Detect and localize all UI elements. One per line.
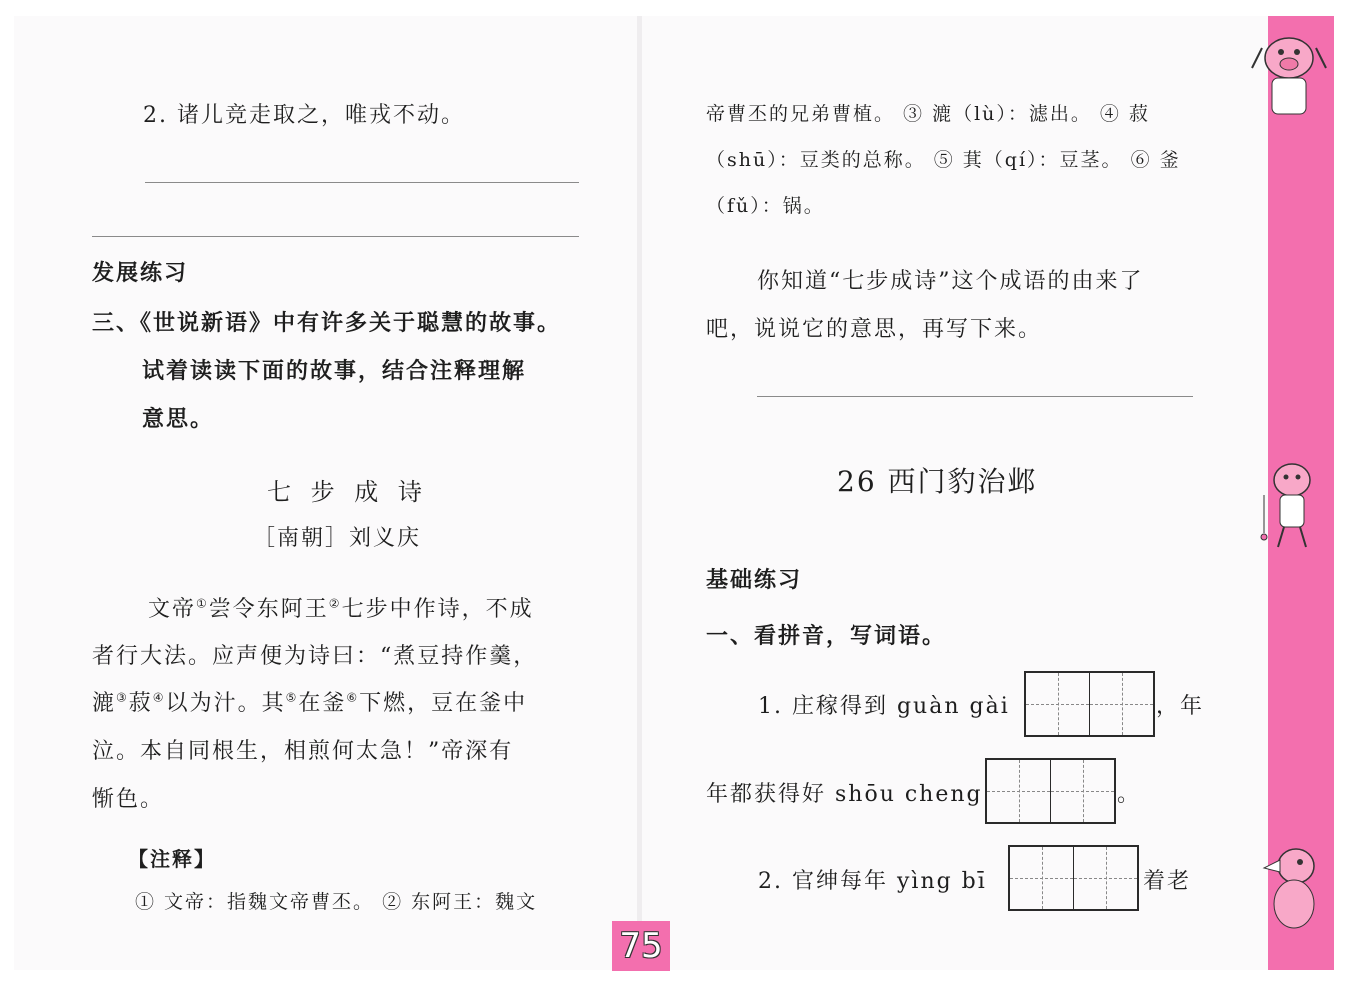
notes-line-2: 帝曹丕的兄弟曹植。 ③ 漉（lù）：滤出。 ④ 菽 [706,103,1150,125]
question-3-line-2: 试着读读下面的故事，结合注释理解 [142,359,527,384]
lesson-title: 26 西门豹治邺 [837,465,1038,498]
story-line-3: 漉③菽④以为汁。其⑤在釜⑥下燃，豆在釜中 [92,690,528,716]
prompt-line-2: 吧，说说它的意思，再写下来。 [706,317,1043,342]
question-3-line-1: 三、《世说新语》中有许多关于聪慧的故事。 [92,311,562,336]
section-heading: 基础练习 [706,568,803,593]
story-line-1: 文帝①尝令东阿王②七步中作诗，不成 [148,596,534,622]
question-3-line-3: 意思。 [142,407,215,432]
item-2-after: 着老 [1143,869,1192,894]
prompt-line-1: 你知道“七步成诗”这个成语的由来了 [757,269,1144,294]
writing-box-guangai[interactable] [1024,671,1155,737]
story-line-4: 泣。本自同根生，相煎何太急！”帝深有 [92,739,514,764]
story-author: ［南朝］刘义庆 [253,526,422,551]
item-2-text: 2. 官绅每年 yìng bī [758,869,987,894]
section-divider [92,236,579,237]
item-1-text: 1. 庄稼得到 guàn gài [758,694,1010,719]
answer-line[interactable] [757,396,1193,397]
notes-line-1: ① 文帝：指魏文帝曹丕。 ② 东阿王：魏文 [135,891,538,913]
writing-box-shoucheng[interactable] [985,758,1116,824]
notes-line-3: （shū）：豆类的总称。 ⑤ 萁（qí）：豆茎。 ⑥ 釜 [706,149,1181,171]
answer-line[interactable] [145,182,579,183]
question-1: 一、看拼音，写词语。 [706,624,947,649]
story-title: 七 步 成 诗 [267,478,428,506]
item-1-after: ，年 [1156,694,1205,719]
pig-mascot-icon [1244,28,1334,128]
section-heading: 发展练习 [92,261,189,286]
story-line-2: 者行大法。应声便为诗曰：“煮豆持作羹， [92,644,538,669]
item-1b-text: 年都获得好 shōu cheng [706,782,983,807]
bird-mascot-icon [1250,838,1334,938]
page-number: 75 [612,921,670,971]
item-1b-after: 。 [1117,782,1142,807]
writing-box-yingbi[interactable] [1008,845,1139,911]
question-2: 2. 诸儿竞走取之，唯戎不动。 [143,103,465,128]
notes-heading: 【注释】 [128,847,216,871]
wolf-mascot-icon [1252,455,1332,555]
story-line-5: 惭色。 [92,787,165,812]
notes-line-4: （fǔ）：锅。 [706,195,825,217]
